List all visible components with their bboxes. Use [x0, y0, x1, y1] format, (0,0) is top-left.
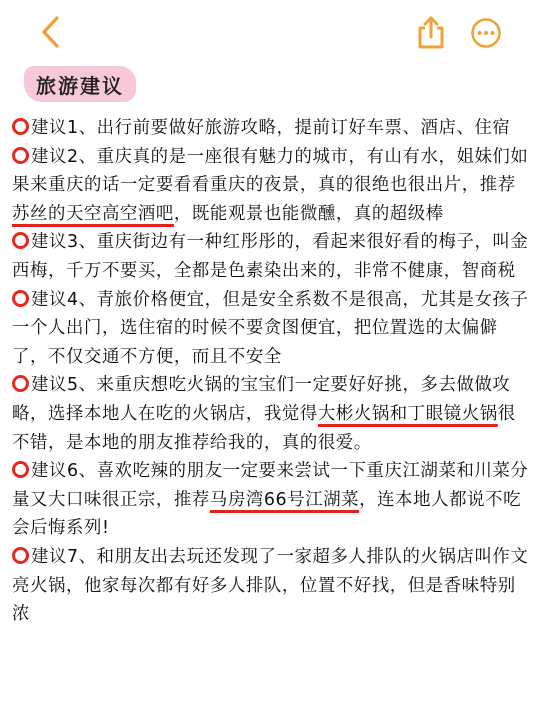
tip-item-7 [12, 543, 532, 629]
tip-text-end: ，既能观景也能微醺，真的超级棒 [173, 203, 444, 224]
tip-text-end: ，连本地人都说不吃会后悔系列! [12, 489, 522, 539]
red-circle-bullet-icon [12, 232, 29, 249]
tip-item-5 [12, 371, 532, 457]
tips-list [12, 114, 532, 629]
tip-label: 建议3、 [31, 232, 97, 253]
tip-item-4 [12, 286, 532, 372]
tip-label: 建议6、 [31, 461, 97, 482]
page-title: 旅游建议 [36, 73, 124, 98]
red-circle-bullet-icon [12, 290, 29, 307]
red-circle-bullet-icon [12, 547, 29, 564]
red-circle-bullet-icon [12, 147, 29, 164]
tip-item-1 [12, 114, 532, 143]
share-icon [414, 14, 448, 50]
tip-item-6 [12, 457, 532, 543]
tip-text: 青旅价格便宜，但是安全系数不是很高，尤其是女孩子一个人出门，选住宿的时候不要贪图便宜，把位置选的太偏僻了，不仅交通不方便，而且不安全 [12, 289, 529, 367]
tip-text: 重庆真的是一座很有魅力的城市，有山有水，姐妹们如果来重庆的话一定要看看重庆的夜景，真的很绝也很出片，推荐 [12, 146, 529, 196]
back-button[interactable] [32, 14, 68, 50]
tip-text: 出行前要做好旅游攻略，提前订好车票、酒店、住宿 [96, 118, 511, 138]
red-circle-bullet-icon [12, 118, 29, 135]
tip-highlight: 马房湾66号江湖菜 [209, 489, 360, 510]
tip-highlight: 苏丝的天空高空酒吧 [12, 203, 174, 224]
tip-label: 建议2、 [31, 146, 97, 167]
tip-highlight: 大彬火锅和丁眼镜火锅 [317, 403, 498, 424]
more-dots-icon [470, 17, 502, 49]
tip-text: 来重庆想吃火锅的宝宝们一定要好好挑，多去做做攻略，选择本地人在吃的火锅店，我觉得 [12, 375, 511, 424]
red-circle-bullet-icon [12, 375, 29, 392]
tip-label: 建议4、 [31, 289, 97, 310]
share-button[interactable] [414, 14, 448, 50]
red-circle-bullet-icon [12, 461, 29, 478]
tip-text: 喜欢吃辣的朋友一定要来尝试一下重庆江湖菜和川菜分量又大口味很正宗，推荐 [12, 461, 529, 510]
tip-text-end: 很不错，是本地的朋友推荐给我的，真的很爱。 [12, 403, 516, 453]
tip-label: 建议1、 [31, 118, 97, 138]
top-nav-bar [0, 0, 540, 62]
tip-text: 和朋友出去玩还发现了一家超多人排队的火锅店叫作文亮火锅，他家每次都有好多人排队，位置不好找，但是香味特别浓 [12, 546, 529, 625]
tip-text: 重庆街边有一种红彤彤的，看起来很好看的梅子，叫金西梅，千万不要买，全都是色素染出来的，非常不健康，智商税 [12, 232, 529, 281]
tip-item-3 [12, 228, 532, 285]
tip-item-2 [12, 143, 532, 229]
tip-label: 建议7、 [31, 546, 97, 567]
more-button[interactable] [470, 17, 502, 49]
tip-label: 建议5、 [31, 375, 97, 396]
title-highlight [24, 66, 136, 102]
chevron-left-icon [39, 14, 61, 50]
